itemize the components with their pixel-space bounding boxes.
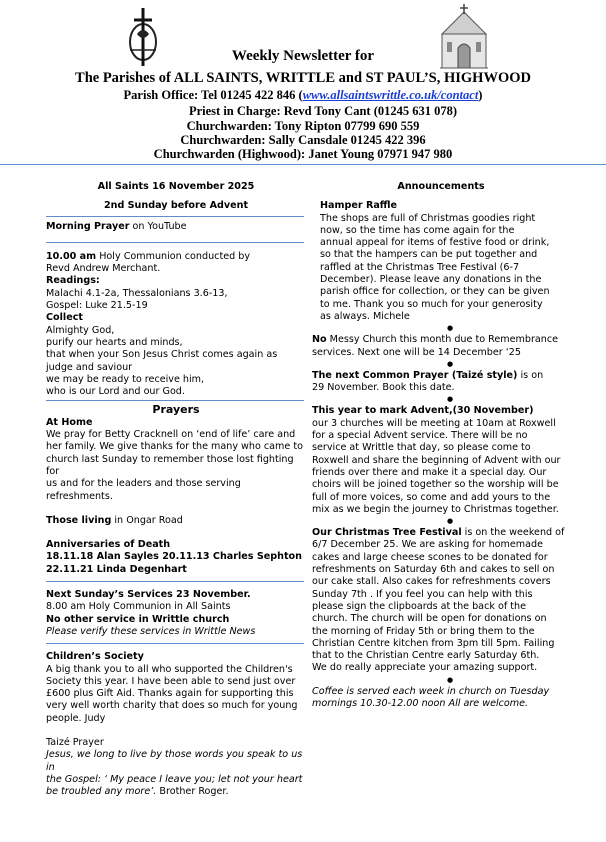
prayer-line: church last Sunday to remember those lost fighting for (46, 453, 294, 477)
childrens-society-line: Society this year. I have been able to send just over (46, 675, 296, 687)
left-column (46, 181, 306, 798)
prayer-line: us and for the leaders and those serving refreshments. (46, 478, 241, 502)
service-date: All Saints 16 November 2025 (97, 181, 255, 192)
childrens-society-line: people. Judy (46, 712, 106, 724)
next-sunday-heading: Next Sunday’s Services 23 November. (46, 589, 251, 601)
divider (46, 400, 304, 401)
childrens-society-line: £600 plus Gift Aid. Thanks again for supporting this (46, 688, 294, 700)
churchwarden-2: Churchwarden: Sally Cansdale 01245 422 396 (180, 133, 426, 147)
prayers-heading: Prayers (152, 403, 200, 417)
collect-line: that when your Son Jesus Christ comes again as (46, 349, 278, 361)
anniversary-line: 18.11.18 Alan Sayles 20.11.13 Charles Sephton (46, 551, 302, 563)
common-prayer-notice: 29 November. Book this date. (312, 382, 455, 394)
collect-line: who is our Lord and our God. (46, 386, 185, 398)
bullet-icon: ● (446, 395, 454, 404)
gospel-line: Gospel: Luke 21.5-19 (46, 300, 148, 312)
bullet-icon: ● (446, 324, 454, 333)
hamper-raffle-body: The shops are full of Christmas goodies right now, so the time has come again for the annual appeal for items of festive food or drink, so that the hampers can be put together and raffled at the Christmas Tree Festival (6-7 December). Please leave any donations in the parish office for collection, or they can be given to me. Thank you so much for your generosity as always. Michele (320, 212, 550, 322)
bullet-icon: ● (446, 517, 454, 526)
next-service-note: Please verify these services in Writtle News (46, 625, 256, 637)
messy-church-notice: No Messy Church this month due to Remembrance (312, 334, 559, 346)
childrens-society-line: very well worth charity that does so much for young (46, 700, 298, 712)
collect-line: we may be ready to receive him, (46, 373, 205, 385)
holy-communion: 10.00 am Holy Communion conducted by (46, 250, 251, 262)
collect-line: judge and saviour (46, 361, 133, 373)
collect-heading: Collect (46, 312, 83, 324)
divider (46, 242, 304, 243)
childrens-society-line: A big thank you to all who supported the Children's (46, 663, 293, 675)
messy-church-notice: services. Next one will be 14 December ‘25 (312, 346, 522, 358)
taize-heading: Taizé Prayer (46, 736, 104, 748)
right-column (312, 181, 570, 710)
taize-quote-line: be troubled any more’. Brother Roger. (46, 786, 229, 798)
prayer-line: We pray for Betty Cracknell on ‘end of life’ care and (46, 429, 296, 441)
parishes-heading: The Parishes of ALL SAINTS, WRITTLE and ST PAUL’S, HIGHWOOD (75, 70, 531, 86)
contact-link[interactable]: www.allsaintswrittle.co.uk/contact (302, 88, 479, 102)
hamper-raffle-heading: Hamper Raffle (320, 200, 398, 212)
parish-office-line: Parish Office: Tel 01245 422 846 (www.allsaintswrittle.co.uk/contact) (123, 88, 483, 102)
churchwarden-1: Churchwarden: Tony Ripton 07799 690 559 (186, 119, 420, 133)
priest-line: Priest in Charge: Revd Tony Cant (01245 631 078) (188, 104, 458, 118)
sunday-name: 2nd Sunday before Advent (103, 200, 249, 212)
tree-festival-body: 6/7 December 25. We are asking for homemade cakes and large cheese scones to be donated for refreshments on Saturday 6th and cakes to sell on our cake stall. Also cakes for refreshments covers Sunday 7th . If you feel you can help with this please sign the clipboards at the back of the church. The church will be open for donations on the morning of Friday 5th or bring them to the Christian Centre kitchen from 3pm till 5pm. Failing that to the Christian Centre early Saturday 6th. We do really appreciate your amazing support. (312, 539, 555, 674)
collect-line: purify our hearts and minds, (46, 336, 183, 348)
childrens-society-heading: Children’s Society (46, 651, 144, 663)
readings-line: Malachi 4.1-2a, Thessalonians 3.6-13, (46, 287, 228, 299)
advent-body: our 3 churches will be meeting at 10am at Roxwell for a special Advent service. There will be no service at Writtle that day, so please come to Roxwell and share the beginning of Advent with our friends over there and make it a special day. Our choirs will be joined together so the worship will be full of more voices, so come and add yours to the mix as we begin the journey to Christmas together. (312, 417, 561, 515)
churchwarden-3: Churchwarden (Highwood): Janet Young 07971 947 980 (153, 147, 453, 161)
advent-heading: This year to mark Advent,(30 November) (312, 405, 534, 417)
at-home-heading: At Home (46, 416, 93, 428)
tree-festival-heading: Our Christmas Tree Festival is on the weekend of (312, 527, 565, 539)
coffee-notice: mornings 10.30-12.00 noon All are welcome. (312, 697, 529, 709)
announcements-heading: Announcements (397, 181, 485, 192)
anniversary-line: 22.11.21 Linda Degenhart (46, 563, 187, 575)
newsletter-title: Weekly Newsletter for (231, 48, 375, 64)
celebrant: Revd Andrew Merchant. (46, 263, 161, 275)
collect-line: Almighty God, (46, 324, 115, 336)
bullet-icon: ● (446, 359, 454, 368)
those-living: Those living in Ongar Road (46, 514, 183, 526)
divider (46, 643, 304, 644)
divider (46, 581, 304, 582)
coffee-notice: Coffee is served each week in church on Tuesday (312, 685, 550, 697)
common-prayer-notice: The next Common Prayer (Taizé style) is on (312, 369, 544, 381)
next-service-line: 8.00 am Holy Communion in All Saints (46, 601, 231, 613)
bullet-icon: ● (446, 675, 454, 684)
next-service-line: No other service in Writtle church (46, 613, 230, 625)
taize-quote-line: Jesus, we long to live by those words you speak to us in (46, 749, 303, 773)
taize-quote-line: the Gospel: ‘ My peace I leave you; let not your heart (46, 773, 303, 785)
divider (46, 216, 304, 217)
morning-prayer: Morning Prayer on YouTube (46, 220, 187, 232)
header-divider (0, 164, 606, 165)
readings-heading: Readings: (46, 275, 100, 287)
prayer-line: her family. We give thanks for the many who came to (46, 441, 303, 453)
anniversaries-heading: Anniversaries of Death (46, 539, 171, 551)
